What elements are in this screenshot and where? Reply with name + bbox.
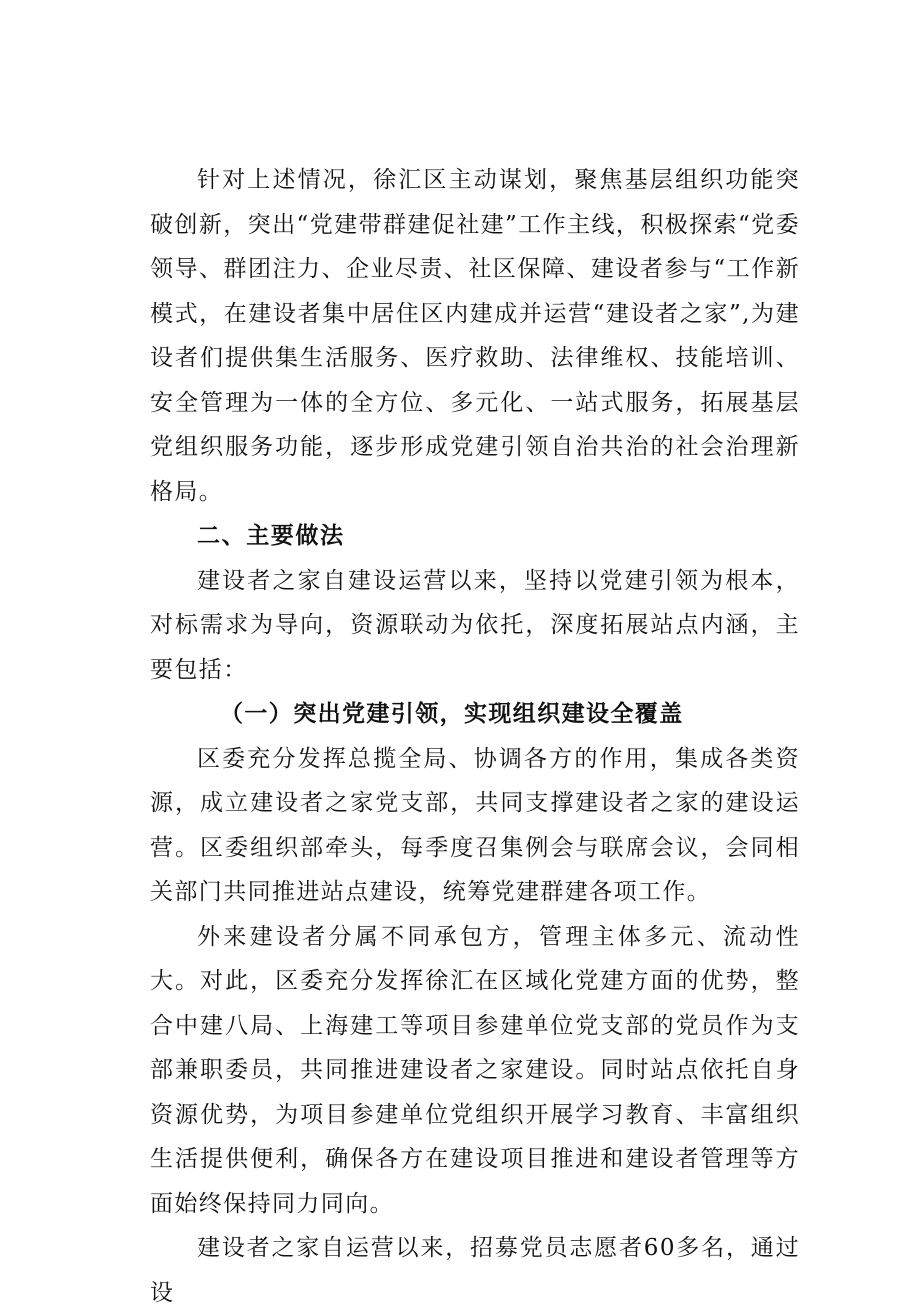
paragraph-situation-response: 针对上述情况，徐汇区主动谋划，聚焦基层组织功能突破创新，突出“党建带群建促社建”工作主线，积极探索“党委领导、群团注力、企业尽责、社区保障、建设者参与“工作新模式，在建设者集中居住区内建成并运营“建设者之家”,为建设者们提供集生活服务、医疗救助、法律维权、技能培训、安全管理为一体的全方位、多元化、一站式服务，拓展基层党组织服务功能，逐步形成党建引领自治共治的社会治理新格局。 [150,167,800,505]
subsection-heading-party-leadership: （一）突出党建引领，实现组织建设全覆盖 [220,700,684,727]
paragraph-volunteers: 建设者之家自运营以来，招募党员志愿者60多名，通过设 [150,1235,800,1306]
paragraph-practices-intro: 建设者之家自建设运营以来，坚持以党建引领为根本，对标需求为导向，资源联动为依托，深度拓展站点内涵，主要包括： [150,567,800,683]
section-heading-main-practices: 二、主要做法 [197,523,345,549]
paragraph-district-committee-role: 区委充分发挥总揽全局、协调各方的作用，集成各类资源，成立建设者之家党支部，共同支撑建设者之家的建设运营。区委组织部牵头，每季度召集例会与联席会议，会同相关部门共同推进站点建设，统筹党建群建各项工作。 [150,745,800,905]
document-body [150,158,800,1315]
paragraph-contractor-integration: 外来建设者分属不同承包方，管理主体多元、流动性大。对此，区委充分发挥徐汇在区域化党建方面的优势，整合中建八局、上海建工等项目参建单位党支部的党员作为支部兼职委员，共同推进建设者之家建设。同时站点依托自身资源优势，为项目参建单位党组织开展学习教育、丰富组织生活提供便利，确保各方在建设项目推进和建设者管理等方面始终保持同力同向。 [150,923,800,1217]
